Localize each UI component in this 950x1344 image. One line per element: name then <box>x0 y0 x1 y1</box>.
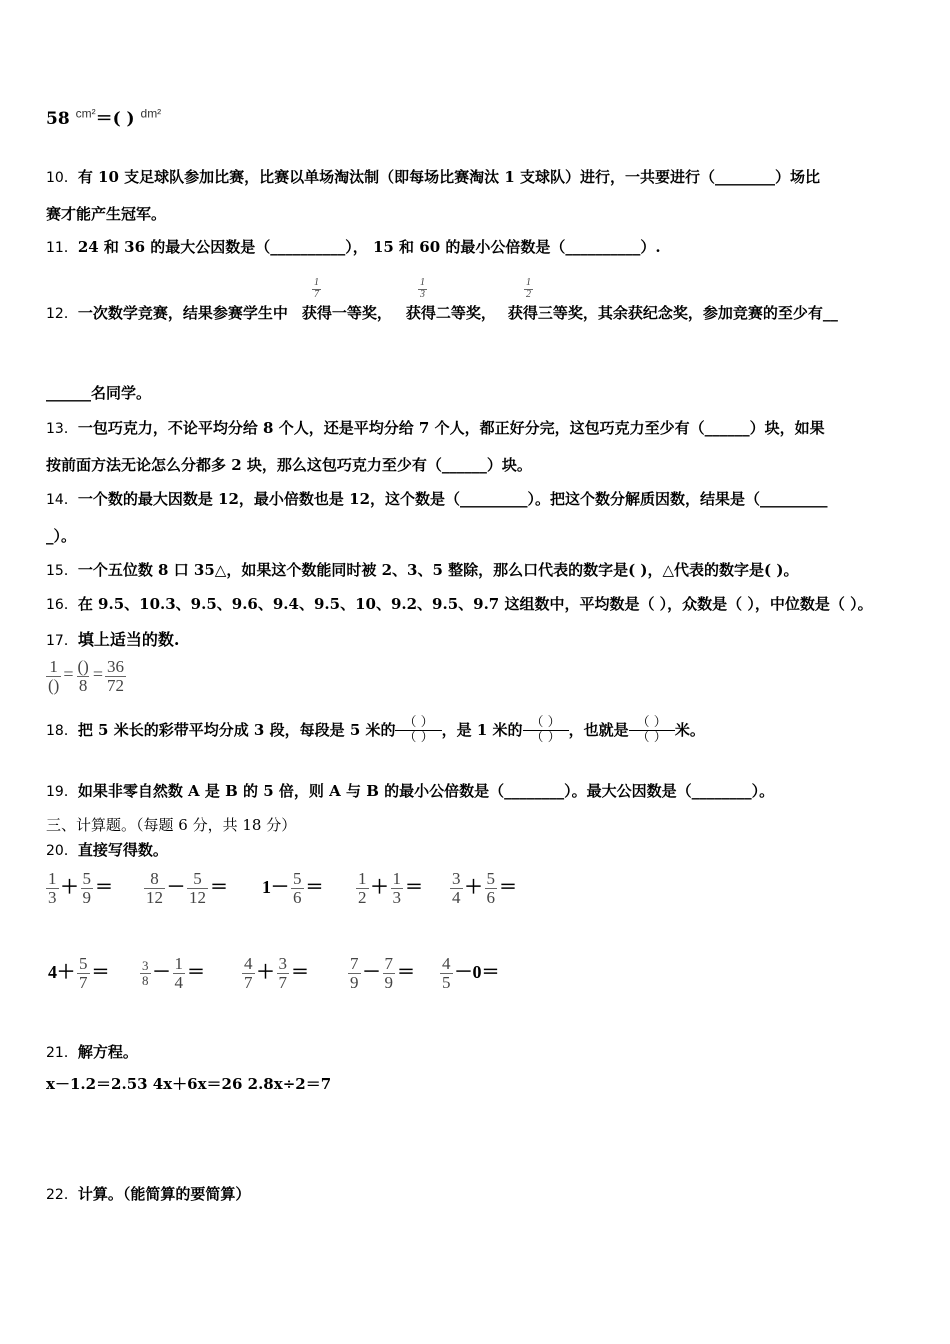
q20-text: 直接写得数。 <box>77 841 168 859</box>
q20-row1-item1: $\frac{1}{3}$ ＋ $\frac{5}{9}$ ＝ <box>48 869 113 907</box>
q11-text: 24 和 36 的最大公因数是（__________）， 15 和 60 的最小公倍数是（__________）. <box>77 238 661 256</box>
q19-text: 如果非零自然数 A 是 B 的 5 倍，则 A 与 B 的最小公倍数是（________）。最大公因数是（________）。 <box>77 782 775 800</box>
q18-part4: 米。 <box>674 720 705 739</box>
q9-eq: ＝( ) <box>95 109 135 129</box>
q20-row2-item5: $\frac{4}{5}$ －0＝ <box>442 954 500 992</box>
q19-line <box>46 780 774 801</box>
q18-line <box>46 716 705 746</box>
section3-title: 三、计算题。（每题 6 分，共 18 分） <box>46 816 297 834</box>
q10-line2 <box>46 203 166 224</box>
q18-part3: ，也就是 <box>568 720 629 739</box>
q17-frac-a: $\frac{1}{()}$ <box>48 657 60 695</box>
q20-row2-item3: $\frac{4}{7}$ ＋ $\frac{3}{7}$ ＝ <box>244 954 309 992</box>
q20-row1-item2: $\frac{8}{12}$ － $\frac{5}{12}$ ＝ <box>146 869 228 907</box>
q18-blank-fraction-1[interactable]: （ ） （ ） <box>395 716 441 746</box>
q13-text2: 按前面方法无论怎么分都多 2 块，那么这包巧克力至少有（______）块。 <box>46 456 532 474</box>
q22-line <box>46 1183 250 1204</box>
q12-number: 12． <box>46 306 78 322</box>
q17-frac-b: $\frac{()}{8}$ <box>77 657 89 695</box>
q12-part4: 获得三等奖，其余获纪念奖，参加竞赛的至少有__ <box>507 304 838 322</box>
q17-text: 填上适当的数. <box>77 630 180 649</box>
q9-unit1: cm² <box>75 106 96 121</box>
q15-line <box>46 559 798 580</box>
q9-line <box>46 104 161 129</box>
q14-line1 <box>46 488 828 509</box>
q18-blank-fraction-2[interactable]: （ ） （ ） <box>523 716 569 746</box>
q13-text1: 一包巧克力，不论平均分给 8 个人，还是平均分给 7 个人，都正好分完，这包巧克力至少有（______）块，如果 <box>77 419 825 437</box>
q15-text: 一个五位数 8 口 35△，如果这个数能同时被 2、3、5 整除，那么口代表的数字是( )，△代表的数字是( )。 <box>77 561 799 579</box>
q17-line <box>46 627 179 650</box>
q20-row1-item3: 1－ $\frac{5}{6}$ ＝ <box>262 869 324 907</box>
q20-row1-item4: $\frac{1}{2}$ ＋ $\frac{1}{3}$ ＝ <box>358 869 423 907</box>
q12-fraction-1: $\frac{1}{7}$ <box>314 277 319 300</box>
q16-number: 16． <box>46 597 78 613</box>
q17-number: 17． <box>46 633 78 649</box>
q18-blank-fraction-3[interactable]: （ ） （ ） <box>629 716 675 746</box>
q12-fraction-3: $\frac{1}{2}$ <box>526 277 531 300</box>
q20-row2-item1: 4＋ $\frac{5}{7}$ ＝ <box>48 954 110 992</box>
q10-line1 <box>46 166 820 187</box>
q9-unit2: dm² <box>140 106 162 121</box>
q10-text1: 有 10 支足球队参加比赛，比赛以单场淘汰制（即每场比赛淘汰 1 支球队）进行，一共要进行（________）场比 <box>77 168 821 186</box>
q16-line <box>46 593 873 614</box>
q12-part1: 一次数学竞赛，结果参赛学生中 <box>77 304 288 322</box>
q18-part2: ，是 1 米的 <box>441 720 523 739</box>
q10-number: 10． <box>46 170 78 186</box>
q21-text: 解方程。 <box>77 1043 138 1061</box>
q21-number: 21． <box>46 1045 78 1061</box>
q12-text2: ______名同学。 <box>46 384 152 402</box>
q21-equations: x－1.2＝2.53 4x＋6x＝26 2.8x÷2＝7 <box>46 1075 332 1093</box>
q12-fraction-2: $\frac{1}{3}$ <box>420 277 425 300</box>
q20-row2-item4: $\frac{7}{9}$ － $\frac{7}{9}$ ＝ <box>350 954 415 992</box>
q18-part1: 把 5 米长的彩带平均分成 3 段，每段是 5 米的 <box>77 720 396 739</box>
q20-row2-item2: $\frac{3}{8}$ － $\frac{1}{4}$ ＝ <box>142 954 205 992</box>
q20-line <box>46 839 168 860</box>
q12-line2 <box>46 382 151 403</box>
q17-frac-c: $\frac{36}{72}$ <box>106 657 124 695</box>
q13-line2 <box>46 454 532 475</box>
q19-number: 19． <box>46 784 78 800</box>
q20-row1-item5: $\frac{3}{4}$ ＋ $\frac{5}{6}$ ＝ <box>452 869 517 907</box>
q14-text2: _）。 <box>46 527 77 545</box>
q11-number: 11． <box>46 240 78 256</box>
q14-text1: 一个数的最大因数是 12，最小倍数也是 12，这个数是（_________）。把这个数分解质因数，结果是（_________ <box>77 490 828 508</box>
q11-line <box>46 236 661 257</box>
q13-line1 <box>46 417 825 438</box>
q12-part3: 获得二等奖， <box>405 304 496 322</box>
q18-number: 18． <box>46 722 78 739</box>
q9-lead: 58 <box>46 109 76 129</box>
q14-number: 14． <box>46 492 78 508</box>
q21-line <box>46 1041 138 1062</box>
q14-line2 <box>46 525 76 546</box>
q17-fractions: $\frac{1}{()}$ = $\frac{()}{8}$ = $\frac{36}{72}$ <box>48 657 124 695</box>
q12-part2: 获得一等奖， <box>301 304 392 322</box>
q22-text: 计算。（能简算的要简算） <box>77 1185 251 1203</box>
q13-number: 13． <box>46 421 78 437</box>
q20-number: 20． <box>46 843 78 859</box>
q16-text: 在 9.5、10.3、9.5、9.6、9.4、9.5、10、9.2、9.5、9.7 这组数中，平均数是（ ），众数是（ ），中位数是（ ）。 <box>77 595 873 613</box>
q22-number: 22． <box>46 1187 78 1203</box>
q10-text2: 赛才能产生冠军。 <box>46 205 167 223</box>
q15-number: 15． <box>46 563 78 579</box>
